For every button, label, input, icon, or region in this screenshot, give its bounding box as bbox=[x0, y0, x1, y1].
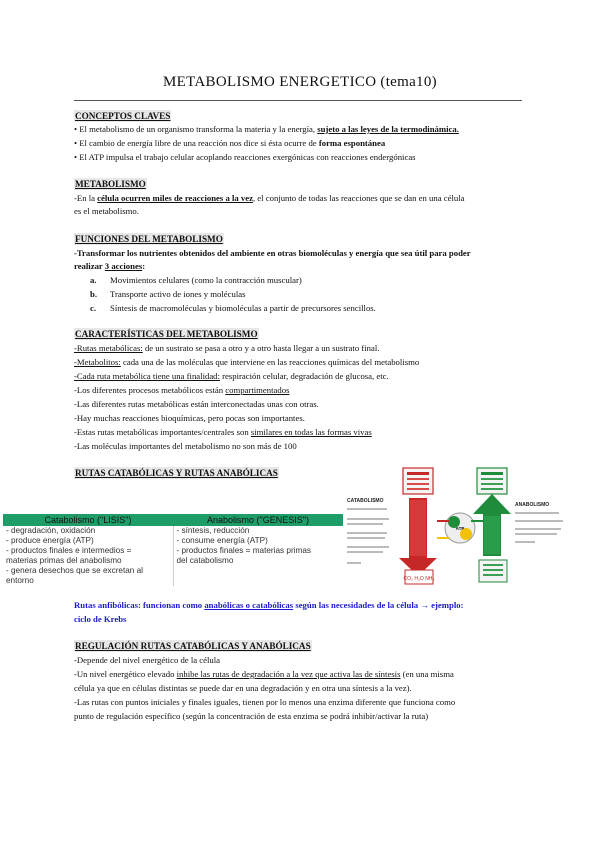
table-header-anabolismo: Anabolismo ("GENESIS") bbox=[207, 515, 309, 525]
list-item: b. Transporte activo de iones y moléculas bbox=[90, 289, 246, 299]
regulacion-line-1: -Depende del nivel energético de la célula bbox=[74, 655, 221, 665]
list-item: a. Movimientos celulares (como la contracción muscular) bbox=[90, 275, 302, 285]
caracteristicas-line-3: -Cada ruta metabólica tiene una finalidad: respiración celular, degradación de glucosa, etc. bbox=[74, 371, 389, 381]
table-header-catabolismo: Catabolismo ("LISIS") bbox=[44, 515, 132, 525]
metabolismo-line-2: es el metabolismo. bbox=[74, 206, 139, 216]
section-heading-caracteristicas: CARACTERÍSTICAS DEL METABOLISMO bbox=[75, 329, 258, 339]
caracteristicas-line-4: -Los diferentes procesos metabólicos están compartimentados bbox=[74, 385, 290, 395]
table-column-catabolismo bbox=[3, 526, 173, 586]
table-cell: - consume energía (ATP) bbox=[176, 536, 268, 545]
table-body bbox=[3, 526, 343, 586]
anfibolicas-line-2: ciclo de Krebs bbox=[74, 614, 127, 624]
diagram-label-anabolismo: ANABOLISMO bbox=[515, 502, 550, 508]
section-heading-regulacion: REGULACIÓN RUTAS CATABÓLICAS Y ANABÓLICAS bbox=[75, 641, 311, 651]
table-cell: - produce energía (ATP) bbox=[6, 536, 94, 545]
bullet-2: • El cambio de energía libre de una reacción nos dice si ésta ocurre de forma espontánea bbox=[74, 137, 534, 149]
table-cell: materias primas del anabolismo bbox=[6, 556, 122, 565]
section-heading-funciones: FUNCIONES DEL METABOLISMO bbox=[75, 234, 223, 244]
funciones-line-1: -Transformar los nutrientes obtenidos del ambiente en otras biomoléculas y energía que sea útil para poder bbox=[74, 248, 471, 258]
diagram-left-notes bbox=[347, 508, 389, 564]
regulacion-line-2: -Un nivel energético elevado inhibe las rutas de degradación a la vez que activa las de síntesis (en una misma bbox=[74, 669, 454, 679]
caracteristicas-line-7: -Estas rutas metabólicas importantes/centrales son similares en todas las formas vivas bbox=[74, 427, 372, 437]
table-cell: - productos finales = materias primas bbox=[176, 546, 311, 555]
metabolism-diagram bbox=[345, 466, 593, 586]
caracteristicas-line-5: -Las diferentes rutas metabólicas están interconectadas unas con otras. bbox=[74, 399, 319, 409]
diagram-label-atp: ATP bbox=[455, 526, 465, 531]
regulacion-line-5: punto de regulación específico (según la concentración de esta enzima se podrá inhibir/activar la ruta) bbox=[74, 711, 429, 721]
diagram-box-macromolecules bbox=[477, 468, 507, 494]
caracteristicas-line-1: -Rutas metabólicas: de un sustrato se pasa a otro y a otro hasta llegar a un sustrato final. bbox=[74, 343, 380, 353]
list-item: c. Síntesis de macromoléculas y biomoléculas a partir de precursores sencillos. bbox=[90, 303, 376, 313]
page-title: METABOLISMO ENERGETICO (tema10) bbox=[163, 74, 437, 90]
diagram-label-catabolismo: CATABOLISMO bbox=[347, 498, 384, 504]
title-divider bbox=[74, 100, 522, 101]
bullet-3: • El ATP impulsa el trabajo celular acoplando reacciones exergónicas con reacciones endergónicas bbox=[74, 151, 534, 163]
table-column-anabolismo bbox=[173, 526, 344, 586]
section-heading-metabolismo: METABOLISMO bbox=[75, 179, 146, 189]
section-heading-conceptos: CONCEPTOS CLAVES bbox=[75, 111, 171, 121]
comparison-table bbox=[3, 514, 343, 586]
bullet-1: • El metabolismo de un organismo transforma la materia y la energía, sujeto a las leyes de la termodinámica. bbox=[74, 123, 534, 135]
diagram-box-nutrients bbox=[403, 468, 433, 494]
caracteristicas-line-6: -Hay muchas reacciones bioquímicas, pero pocas son importantes. bbox=[74, 413, 305, 423]
caracteristicas-line-2: -Metabolitos: cada una de las moléculas que interviene en las reacciones químicas del metabolismo bbox=[74, 357, 420, 367]
table-cell: - productos finales e intermedios = bbox=[6, 546, 132, 555]
diagram-label-final: CO₂ H₂O NH₃ bbox=[403, 576, 435, 582]
metabolismo-line-1: -En la célula ocurren miles de reacciones a la vez, el conjunto de todas las reacciones que se dan en una célula bbox=[74, 193, 465, 203]
anfibolicas-line-1: Rutas anfibólicas: funcionan como anabólicas o catabólicas según las necesidades de la célula → ejemplo: bbox=[74, 600, 464, 610]
table-cell: - genera desechos que se excretan al bbox=[6, 566, 144, 575]
table-cell: - degradación, oxidación bbox=[6, 526, 96, 535]
table-header bbox=[3, 514, 343, 526]
table-cell: - síntesis, reducción bbox=[176, 526, 250, 535]
diagram-right-notes bbox=[515, 512, 563, 543]
table-cell: del catabolismo bbox=[176, 556, 234, 565]
table-cell: entorno bbox=[6, 576, 34, 585]
section-heading-rutas: RUTAS CATABÓLICAS Y RUTAS ANABÓLICAS bbox=[75, 468, 278, 478]
funciones-line-2: realizar 3 acciones: bbox=[74, 261, 146, 271]
caracteristicas-line-8: -Las moléculas importantes del metabolismo no son más de 100 bbox=[74, 441, 297, 451]
regulacion-line-3: célula ya que en células distintas se puede dar en una degradación y en otra una síntesis a la vez). bbox=[74, 683, 412, 693]
regulacion-line-4: -Las rutas con puntos iniciales y finales iguales, tienen por lo menos una enzima diferente que funciona como bbox=[74, 697, 456, 707]
